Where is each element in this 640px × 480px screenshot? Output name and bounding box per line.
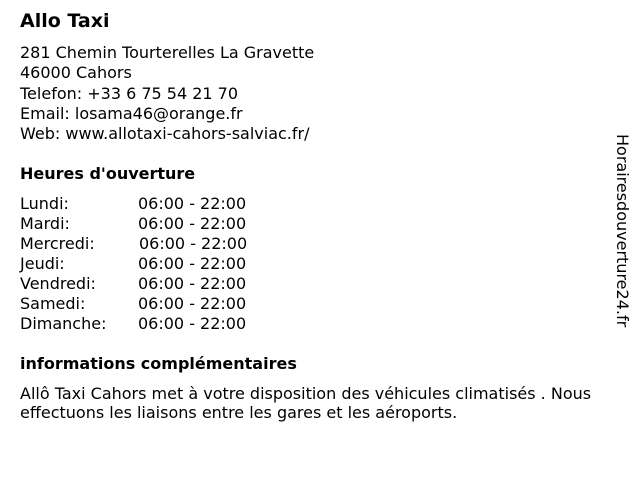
address-line-city: 46000 Cahors <box>20 63 132 82</box>
day-label: Dimanche: <box>20 314 107 333</box>
hours-row-saturday <box>20 294 280 314</box>
time-range: 06:00 - 22:00 <box>138 194 247 213</box>
time-range: 06:00 - 22:00 <box>138 314 247 333</box>
address-line-street: 281 Chemin Tourterelles La Gravette <box>20 43 315 62</box>
time-range: 06:00 - 22:00 <box>138 294 247 313</box>
additional-info-text: Allô Taxi Cahors met à votre disposition des véhicules climatisés . Nous effectuons les liaisons entre les gares et les aéroports. <box>20 384 592 422</box>
time-range: 06:00 - 22:00 <box>139 234 248 253</box>
additional-info-heading: informations complémentaires <box>20 354 297 373</box>
day-label: Mardi: <box>20 214 70 233</box>
website-line[interactable]: Web: www.allotaxi-cahors-salviac.fr/ <box>20 124 310 143</box>
time-range: 06:00 - 22:00 <box>138 274 247 293</box>
hours-row-sunday <box>20 314 280 334</box>
email-line[interactable]: Email: losama46@orange.fr <box>20 104 243 123</box>
day-label: Lundi: <box>20 194 69 213</box>
hours-row-thursday <box>20 254 280 274</box>
opening-hours-heading: Heures d'ouverture <box>20 164 196 183</box>
time-range: 06:00 - 22:00 <box>138 214 247 233</box>
phone-line[interactable]: Telefon: +33 6 75 54 21 70 <box>20 84 239 103</box>
day-label: Jeudi: <box>20 254 65 273</box>
day-label: Samedi: <box>20 294 86 313</box>
day-label: Mercredi: <box>20 234 95 253</box>
site-watermark-label: Horairesdouverture24.fr <box>613 134 632 328</box>
hours-row-friday <box>20 274 280 294</box>
business-name: Allo Taxi <box>20 10 110 32</box>
time-range: 06:00 - 22:00 <box>138 254 247 273</box>
day-label: Vendredi: <box>20 274 96 293</box>
hours-row-monday <box>20 194 280 214</box>
hours-row-wednesday <box>20 234 280 254</box>
hours-row-tuesday <box>20 214 280 234</box>
